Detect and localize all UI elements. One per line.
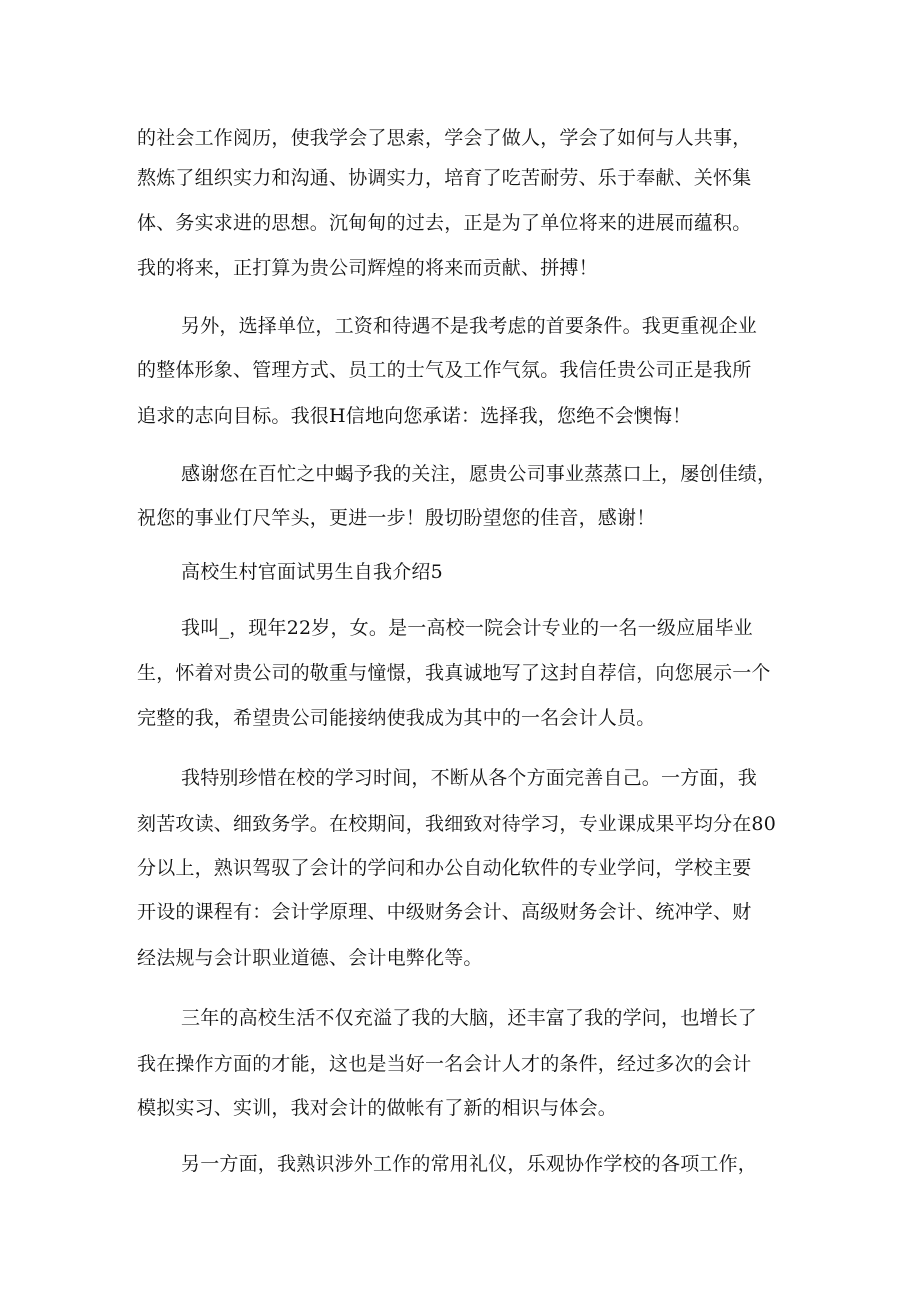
- text-line: 模拟实习、实训，我对会计的做帐有了新的相识与体会。: [137, 1097, 618, 1119]
- text-line: 另一方面，我熟识涉外工作的常用礼仪，乐观协作学校的各项工作，: [181, 1153, 758, 1175]
- text-line: 的整体形象、管理方式、员工的士气及工作气氛。我信任贵公司正是我所: [137, 359, 752, 381]
- text-line: 祝您的事业仃尺竿头，更进一步！殷切盼望您的佳音，感谢！: [137, 507, 656, 529]
- text-line: 分以上，熟识驾驭了会计的学问和办公自动化软件的专业学问，学校主要: [137, 857, 752, 879]
- text-line: 熬炼了组织实力和沟通、协调实力，培育了吃苦耐劳、乐于奉献、关怀集: [137, 167, 752, 189]
- text-line: 我叫_，现年22岁，女。是一高校一院会计专业的一名一级应届毕业: [181, 617, 753, 639]
- text-line: 开设的课程有：会计学原理、中级财务会计、高级财务会计、统冲学、财: [137, 901, 752, 923]
- text-line: 我特别珍惜在校的学习时间，不断从各个方面完善自己。一方面，我: [181, 767, 758, 789]
- text-line: 追求的志向目标。我很H信地向您承诺：选择我，您绝不会懊悔！: [137, 405, 692, 427]
- text-line: 刻苦攻读、细致务学。在校期间，我细致对待学习，专业课成果平均分在80: [137, 813, 776, 835]
- text-line: 感谢您在百忙之中蝎予我的关注，愿贵公司事业蒸蒸口上，屡创佳绩，: [181, 463, 777, 485]
- text-line: 另外，选择单位，工资和待遇不是我考虑的首要条件。我更重视企业: [181, 315, 758, 337]
- text-line: 经法规与会计职业道德、会计电弊化等。: [137, 947, 483, 969]
- text-line: 三年的高校生活不仅充溢了我的大脑，还丰富了我的学问，也增长了: [181, 1007, 758, 1029]
- text-line: 我在操作方面的才能，这也是当好一名会计人才的条件，经过多次的会计: [137, 1053, 752, 1075]
- text-line: 我的将来，正打算为贵公司辉煌的将来而贡献、拼搏！: [137, 257, 598, 279]
- text-line: 生，怀着对贵公司的敬重与憧憬，我真诚地写了这封自荐信，向您展示一个: [137, 662, 771, 684]
- section-heading: 高校生村官面试男生自我介绍5: [181, 561, 443, 583]
- text-line: 的社会工作阅历，使我学会了思索，学会了做人，学会了如何与人共事，: [137, 127, 752, 149]
- text-line: 完整的我，希望贵公司能接纳使我成为其中的一名会计人员。: [137, 707, 656, 729]
- text-line: 体、务实求进的思想。沉甸甸的过去，正是为了单位将来的进展而蕴积。: [137, 212, 752, 234]
